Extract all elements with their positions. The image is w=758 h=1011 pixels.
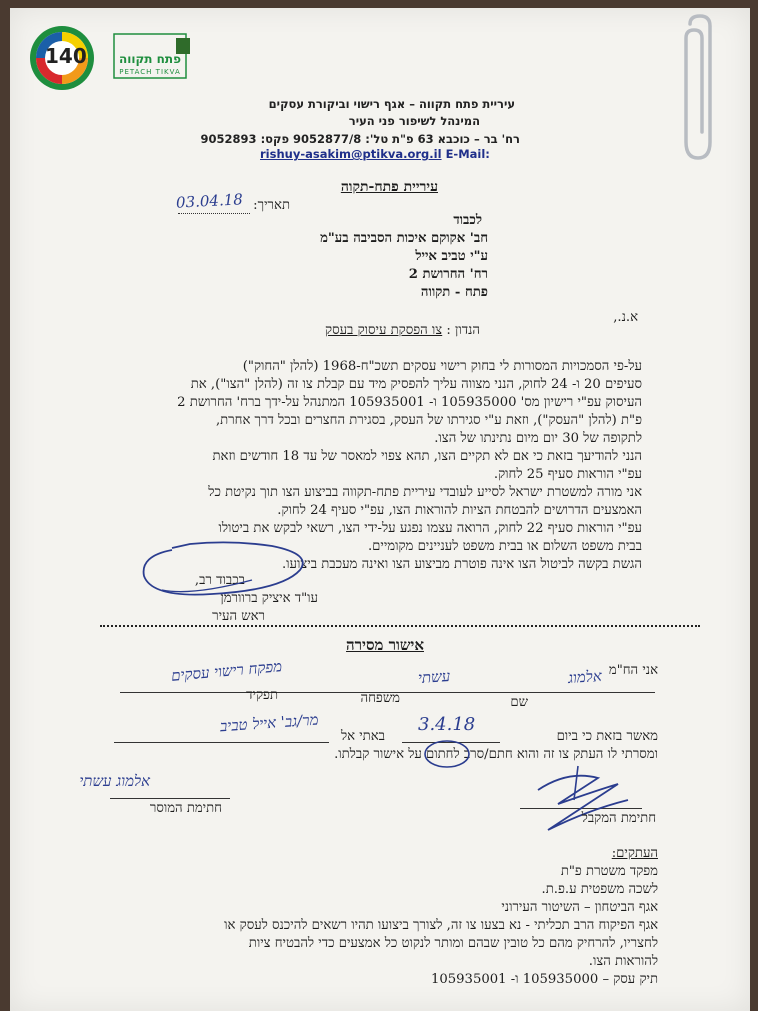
subject-label: הנדון :: [446, 323, 480, 338]
paper-clip-icon: [678, 14, 722, 164]
document-page: [10, 8, 750, 1011]
body-line: עפ"י הוראות סעיף 25 לחוק.: [493, 467, 642, 482]
recipient-company: חב' אקוקם איכות הסביבה בע"מ: [320, 231, 488, 246]
salutation: א.נ.,: [613, 310, 638, 325]
closing-regards: בכבוד רב,: [194, 573, 245, 588]
header-line-2: המינהל לשיפור פני העיר: [348, 114, 480, 128]
receiver-signature-label: חתימת המקבל: [581, 811, 656, 826]
copies-line: לשכה משפטית ע.פ.ת.: [541, 882, 658, 897]
body-line: על-פי הסמכויות המסורות לי בחוק רישוי עסקים תשכ"ח-1968 (להלן "החוק"): [242, 359, 642, 374]
copies-line: להוראות הצו.: [588, 954, 658, 969]
copies-line: לחצריו, להרחיק מהם כל טובין שבהם ומותר לנקוט כל אמצעים כדי להבטיח ציות: [248, 936, 658, 951]
header-line-3: רח' בר – כוכבא 63 פ"ת טל': 9052877/8 פקס: 9052893: [200, 132, 520, 146]
email-label: E-Mail:: [445, 147, 490, 161]
receipt-undersigned: אני הח"מ: [608, 663, 658, 678]
recipient-street: רח' החרושת 2: [408, 267, 488, 282]
signed-circle-mark-icon: [422, 738, 472, 770]
body-line: הגשת בקשה לביטול הצו אינה פוטרת מביצוע הצו ואינה מעכבת ביצועו.: [281, 557, 642, 572]
receiver-signature-icon: [508, 760, 648, 840]
receipt-hw-date: 3.4.18: [418, 714, 476, 735]
date-value: 03.04.18: [175, 190, 244, 212]
body-line: עפ"י הוראות סעיף 22 לחוק, הרואה עצמו נפגע על-ידי הצו, רשאי לבקש את ביטולו: [218, 521, 642, 536]
mayor-signature-icon: [132, 536, 332, 606]
receipt-family-label: משפחה: [360, 691, 400, 706]
body-line: העיסוק עפ"י רישיון מס' 105935000 ו- 105935001 המתנהל על-ידך ברח' החרושת 2: [177, 395, 642, 410]
copies-line: אגף הביטחון – השיטור העירוני: [501, 900, 658, 915]
date-label: תאריך:: [253, 198, 290, 213]
recipient-line-1: לכבוד: [453, 213, 482, 228]
receipt-confirm-date-text: מאשר בזאת כי ביום: [556, 729, 658, 744]
receipt-came-to-text: באתי אל: [340, 729, 385, 744]
recipient-city: פתח - תקווה: [420, 285, 488, 300]
receipt-hw-name: אלמוג: [567, 666, 603, 688]
section-separator: [100, 625, 700, 627]
municipality-title: עיריית פתח-תקוה: [340, 179, 438, 195]
body-line: פ"ת (להלן "העסק"), וזאת ע"י סגירתו של העסק, בסגירת החצרים ובכל דרך אחרת,: [215, 413, 642, 428]
body-line: אני מורה למשטרת ישראל לסייע לעובדי עיריית פתח-תקווה בביצוע הצו תוך נקיטת כל: [208, 485, 642, 500]
header-line-1: עיריית פתח תקווה – אגף רישוי וביקורת עסקים: [268, 97, 515, 111]
logo-hebrew-name: פתח תקווה: [118, 52, 182, 66]
receipt-hw-family: עשתי: [417, 666, 451, 688]
receipt-role-label: תפקיד: [246, 688, 278, 703]
body-line: בבית משפט השלום או בבית משפט לעניינים מקומיים.: [367, 539, 642, 554]
municipality-logo: [26, 24, 196, 92]
closing-signer-title: ראש העיר: [212, 609, 265, 624]
copies-title: העתקים:: [611, 846, 658, 861]
body-line: סעיפים 20 ו- 24 לחוק, הנני מצווה עליך להפסיק מיד עם קבלת צו זה (להלן "הצו"), את: [190, 377, 642, 392]
copies-line: תיק עסק – 105935000 ו- 105935001: [431, 972, 658, 987]
logo-latin-name: PETACH TIKVA: [119, 68, 181, 76]
header-email: [260, 147, 490, 161]
recipient-attention: ע"י טביב אייל: [415, 249, 488, 264]
body-line: לתקופה של 30 יום מיום נתינתו של הצו.: [434, 431, 642, 446]
receipt-name-label: שם: [510, 695, 528, 710]
receipt-recipient-line: [114, 742, 329, 743]
subject: [325, 322, 480, 338]
deliverer-signature-label: חתימת המוסר: [149, 801, 222, 816]
receipt-hw-recipient: מר/גב' אייל טביב: [218, 710, 319, 736]
body-line: האמצעים הדרושים להבטחת הציות להוראות הצו, עפ"י סעיף 24 לחוק.: [277, 503, 642, 518]
subject-value: צו הפסקת עיסוק בעסק: [325, 323, 443, 338]
closing-signer-name: עו"ד איציק ברוורמן: [220, 591, 318, 606]
receipt-hw-role: מפקח רישוי עסקים: [170, 657, 283, 685]
body-line: הנני להודיעך בזאת כי אם לא תקיים הצו, תהא צפוי למאסר של עד 18 חודשים וזאת: [212, 449, 642, 464]
logo-number: 140: [45, 44, 87, 68]
email-address-link[interactable]: rishuy-asakim@ptikva.org.il: [260, 147, 442, 161]
deliverer-hw-signature: אלמוג עשתי: [79, 772, 150, 790]
deliverer-signature-line: [110, 798, 230, 799]
copies-line: אגף הפיקוח הרב תכליתי - נא בצעו צו זה, לצורך ביצועו תהיו רשאים להיכנס לעסק או: [224, 918, 658, 933]
date-underline: [178, 213, 250, 214]
receipt-title: אישור מסירה: [346, 636, 424, 654]
copies-line: מפקד משטרת פ"ת: [560, 864, 658, 879]
receipt-delivery-text: ומסרתי לו העתק צו זה והוא חתם/סרב לחתום על אישור קבלתו.: [334, 747, 658, 762]
